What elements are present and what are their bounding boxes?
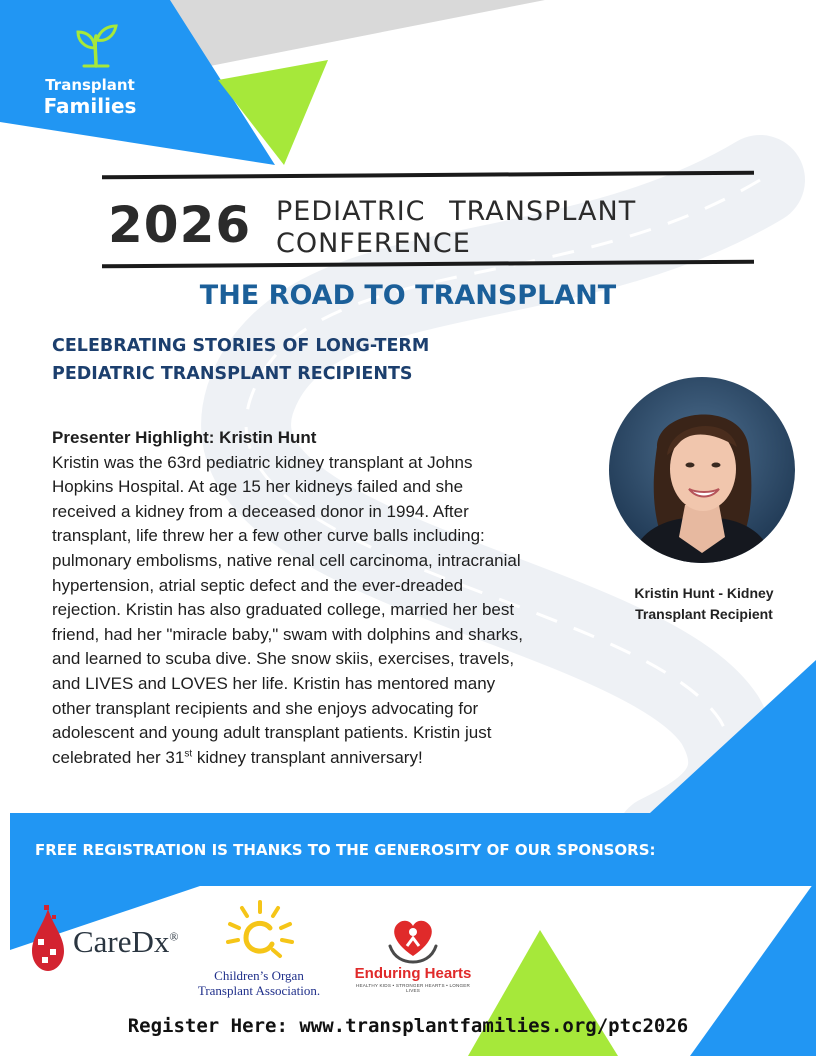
bio-ordinal-suffix: st xyxy=(184,748,193,760)
bio-line: transplant, life threw her a few other curve balls including: xyxy=(52,526,485,546)
logo-text-transplant: Transplant xyxy=(45,76,135,94)
photo-caption-line2: Transplant Recipient xyxy=(635,606,773,622)
sponsor-banner-text: FREE REGISTRATION IS THANKS TO THE GENEROSITY OF OUR SPONSORS: xyxy=(35,841,656,859)
enduring-hearts-icon xyxy=(386,916,440,964)
enduring-hearts-name: Enduring Hearts xyxy=(354,965,472,982)
bio-anniversary-a: celebrated her 31 xyxy=(52,747,185,767)
bio-line-last xyxy=(52,746,612,771)
caredx-drop-icon xyxy=(28,905,68,973)
bio-line: received a kidney from a deceased donor in 1994. After xyxy=(52,501,469,521)
bio-line: and LIVES and LOVES her life. Kristin has mentored many xyxy=(52,673,496,693)
conference-title-line2: CONFERENCE xyxy=(276,228,471,259)
caredx-logo-text xyxy=(73,924,179,960)
lime-triangle-bottom xyxy=(468,930,618,1056)
bio-line: adolescent and young adult transplant patients. Kristin just xyxy=(52,723,492,743)
bio-line: other transplant recipients and she enjoys advocating for xyxy=(52,698,479,718)
enduring-hearts-tagline: HEALTHY KIDS • STRONGER HEARTS • LONGER LIVES xyxy=(355,983,471,993)
cota-sun-icon xyxy=(220,898,300,966)
conference-title-line1: PEDIATRIC TRANSPLANT xyxy=(276,196,637,227)
bio-line: friend, had her "miracle baby," swam with dolphins and sharks, xyxy=(52,624,523,644)
cota-name-line1: Children’s Organ xyxy=(214,968,304,983)
subtitle-line2: PEDIATRIC TRANSPLANT RECIPIENTS xyxy=(52,364,413,384)
bio-line: pulmonary embolisms, native renal cell carcinoma, intracranial xyxy=(52,550,521,570)
bio-line: hypertension, atrial septic defect and the ever-dreaded xyxy=(52,575,464,595)
register-link[interactable]: Register Here: www.transplantfamilies.org/ptc2026 xyxy=(127,1015,689,1037)
theme-heading: THE ROAD TO TRANSPLANT xyxy=(199,280,617,311)
presenter-heading: Presenter Highlight: Kristin Hunt xyxy=(52,428,317,447)
conference-year: 2026 xyxy=(108,196,252,254)
sprout-icon xyxy=(70,18,122,70)
logo-text-families: Families xyxy=(43,94,137,118)
cota-name-line2: Transplant Association. xyxy=(197,983,321,998)
bio-anniversary-b: kidney transplant anniversary! xyxy=(192,747,423,767)
bio-line: and learned to scuba dive. She snow skiis, exercises, travels, xyxy=(52,649,515,669)
presenter-bio xyxy=(52,426,612,770)
caredx-wordmark: CareDx xyxy=(73,924,170,959)
bio-line: Kristin was the 63rd pediatric kidney transplant at Johns xyxy=(52,452,473,472)
presenter-photo xyxy=(609,377,795,563)
gray-band xyxy=(160,0,545,66)
portrait-illustration xyxy=(609,377,795,563)
bio-line: rejection. Kristin has also graduated college, married her best xyxy=(52,600,515,620)
photo-caption-line1: Kristin Hunt - Kidney xyxy=(634,585,774,601)
bio-line: Hopkins Hospital. At age 15 her kidneys failed and she xyxy=(52,477,464,497)
subtitle-line1: CELEBRATING STORIES OF LONG-TERM xyxy=(52,336,430,356)
registered-mark: ® xyxy=(169,929,179,944)
